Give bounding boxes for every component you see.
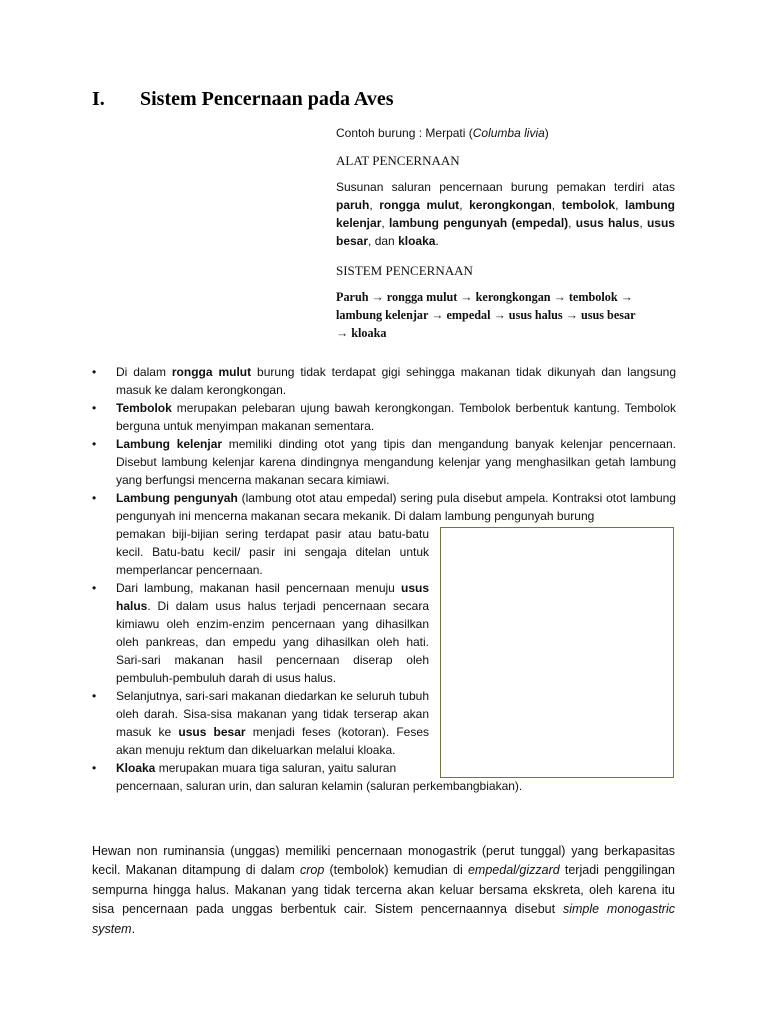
arrow-icon: → bbox=[620, 290, 633, 304]
species-name: Columba livia bbox=[472, 126, 545, 140]
right-column bbox=[336, 124, 675, 342]
list-item: • Kloaka merupakan muara tiga saluran, yaitu saluran pencernaan, saluran urin, dan saluran kelamin (saluran perkembangbiakan). bbox=[92, 761, 523, 793]
arrow-icon: → bbox=[553, 290, 566, 304]
figure-placeholder bbox=[440, 527, 674, 778]
arrow-icon: → bbox=[431, 308, 444, 322]
arrow-icon: → bbox=[493, 308, 506, 322]
sistem-title: SISTEM PENCERNAAN bbox=[336, 263, 473, 278]
arrow-icon: → bbox=[371, 290, 384, 304]
digestion-flow: Paruh → rongga mulut → kerongkongan → tembolok → lambung kelenjar → empedal → usus halus → usus besar → kloaka bbox=[336, 290, 636, 340]
arrow-icon: → bbox=[336, 326, 349, 340]
list-item: • Tembolok merupakan pelebaran ujung bawah kerongkongan. Tembolok berbentuk kantung. Tembolok berguna untuk menyimpan makanan sementara. bbox=[92, 401, 676, 433]
bullet-icon: • bbox=[92, 437, 97, 451]
list-item: • Di dalam rongga mulut burung tidak terdapat gigi sehingga makanan tidak dikunyah dan langsung masuk ke dalam kerongkongan. bbox=[92, 365, 676, 397]
list-item: • Selanjutnya, sari-sari makanan diedarkan ke seluruh tubuh oleh darah. Sisa-sisa makanan yang tidak terserap akan masuk ke usus besar menjadi feses (kotoran). Feses akan menuju rektum dan dikeluarkan melalui kloaka. bbox=[92, 689, 429, 757]
alat-title: ALAT PENCERNAAN bbox=[336, 153, 460, 168]
example-line: Contoh burung : Merpati (Columba livia) bbox=[336, 126, 549, 140]
section-number: I. bbox=[92, 88, 105, 110]
list-item: • Dari lambung, makanan hasil pencernaan menuju usus halus. Di dalam usus halus terjadi pencernaan secara kimiawu oleh enzim-enzim pencernaan yang dihasilkan oleh pankreas, dan empedu yang dihasilkan oleh hati. Sari-sari makanan hasil pencernaan diserap oleh pembuluh-pembuluh darah di usus halus. bbox=[92, 581, 429, 685]
bullet-icon: • bbox=[92, 491, 97, 505]
section-title: Sistem Pencernaan pada Aves bbox=[140, 88, 394, 110]
bullet-icon: • bbox=[92, 689, 97, 703]
alat-intro: Susunan saluran pencernaan burung pemakan terdiri atas paruh, rongga mulut, kerongkongan, tembolok, lambung kelenjar, lambung pengunyah (empedal), usus halus, usus besar, dan kloaka. bbox=[336, 180, 675, 248]
bullet-icon: • bbox=[92, 581, 97, 595]
summary-paragraph: Hewan non ruminansia (unggas) memiliki pencernaan monogastrik (perut tunggal) yang berkapasitas kecil. Makanan ditampung di dalam crop (tembolok) kemudian di empedal/gizzard terjadi penggilingan sempurna hingga halus. Makanan yang tidak tercerna akan keluar bersama ekskreta, oleh karena itu sisa pencernaan pada unggas berbentuk cair. Sistem pencernaannya disebut simple monogastric system. bbox=[92, 843, 676, 936]
bullet-icon: • bbox=[92, 761, 97, 775]
list-item: • Lambung pengunyah (lambung otot atau empedal) sering pula disebut ampela. Kontraksi otot lambung pengunyah ini mencerna makanan secara mekanik. Di dalam lambung pengunyah burung pemakan biji-bijian sering terdapat pasir atau batu-batu kecil. Batu-batu kecil/ pasir ini sengaja ditelan untuk memperlancar pencernaan. bbox=[92, 491, 676, 577]
bullet-icon: • bbox=[92, 365, 97, 379]
list-item: • Lambung kelenjar memiliki dinding otot yang tipis dan mengandung banyak kelenjar pencernaan. Disebut lambung kelenjar karena dindingnya mengandung kelenjar yang menghasilkan getah lambung yang berfungsi mencerna makanan secara kimiawi. bbox=[92, 437, 676, 487]
arrow-icon: → bbox=[565, 308, 578, 322]
arrow-icon: → bbox=[460, 290, 473, 304]
bullet-icon: • bbox=[92, 401, 97, 415]
